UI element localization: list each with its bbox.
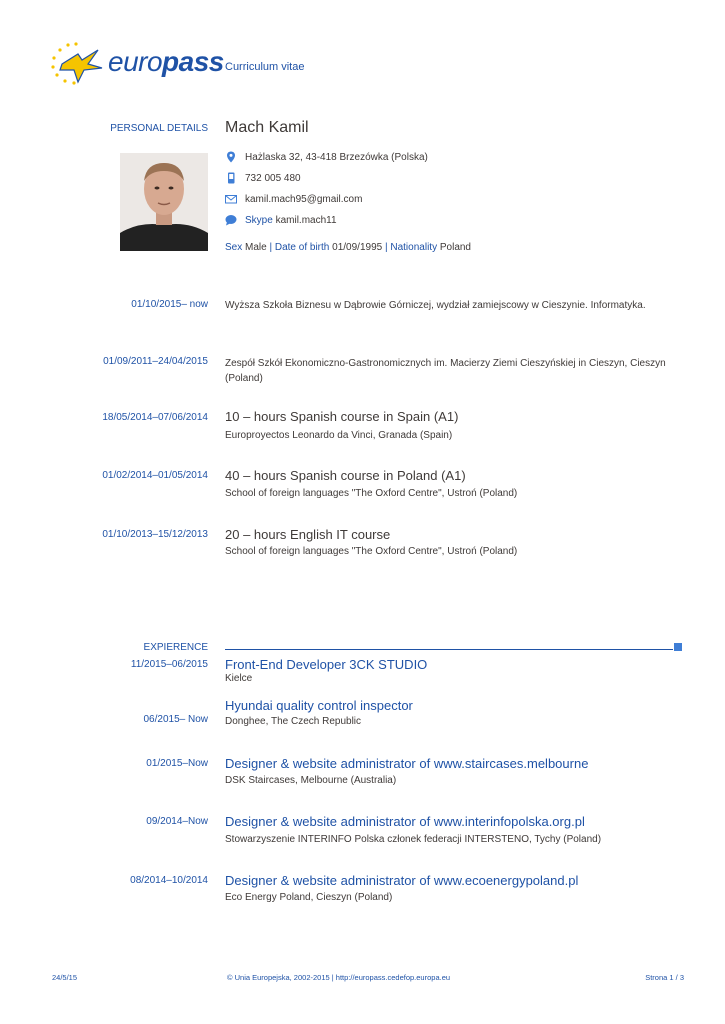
separator: | [384,242,388,253]
experience-label: EXPIERENCE [143,642,208,653]
exp-title: Hyundai quality control inspector [225,698,413,713]
dob-label: Date of birth [274,242,330,253]
skype-row [225,214,337,226]
person-name: Mach Kamil [225,119,309,136]
address-text: Hażlaska 32, 43-418 Brzezówka (Polska) [245,151,428,163]
exp-title: Designer & website administrator of www.ecoenergypoland.pl [225,873,579,888]
footer-page-number: Strona 1 / 3 [645,973,684,982]
location-icon [225,151,237,163]
edu-date: 01/02/2014–01/05/2014 [102,470,208,481]
profile-photo [120,153,208,251]
nationality-label: Nationality [390,242,438,253]
edu-title: 20 – hours English IT course [225,527,391,542]
separator: | [269,242,273,253]
exp-date: 09/2014–Now [146,816,208,827]
exp-date: 08/2014–10/2014 [130,875,208,886]
exp-detail: Stowarzyszenie INTERINFO Polska członek federacji INTERSTENO, Tychy (Poland) [225,834,602,845]
edu-detail: School of foreign languages "The Oxford Centre", Ustroń (Poland) [225,488,518,499]
phone-row [225,172,301,184]
section-marker [674,643,682,651]
personal-facts [225,242,471,253]
nationality-value: Poland [439,242,471,253]
europass-logo [48,40,224,88]
sex-label: Sex [225,242,243,253]
exp-title: Designer & website administrator of www.interinfopolska.org.pl [225,814,585,829]
skype-label: Skype [245,214,273,226]
edu-title: 40 – hours Spanish course in Poland (A1) [225,468,466,483]
exp-detail: DSK Staircases, Melbourne (Australia) [225,775,397,786]
edu-detail: Zespół Szkół Ekonomiczno-Gastronomicznych im. Macierzy Ziemi Cieszyńskiej in Cieszyn, Cieszyn (Poland) [225,358,666,384]
exp-title: Front-End Developer 3CK STUDIO [225,657,428,672]
email-icon [225,193,237,205]
europass-wordmark: europass [108,46,224,77]
edu-date: 01/10/2015– now [131,299,208,310]
edu-detail: School of foreign languages "The Oxford Centre", Ustroń (Poland) [225,546,518,557]
exp-date: 01/2015–Now [146,758,208,769]
exp-date: 11/2015–06/2015 [130,659,208,670]
doc-title: Curriculum vitae [225,61,305,73]
sex-value: Male [245,242,267,253]
dob-value: 01/09/1995 [332,242,383,253]
exp-title: Designer & website administrator of www.staircases.melbourne [225,756,589,771]
skype-value: kamil.mach11 [275,214,337,226]
edu-date: 01/10/2013–15/12/2013 [102,529,208,540]
edu-detail: Europroyectos Leonardo da Vinci, Granada (Spain) [225,430,453,441]
section-divider [225,649,673,650]
chat-icon [225,214,237,226]
edu-date: 18/05/2014–07/06/2014 [102,412,208,423]
address-row [225,151,428,163]
exp-detail: Donghee, The Czech Republic [225,716,362,727]
footer-date: 24/5/15 [52,973,78,982]
exp-detail: Kielce [225,673,253,684]
exp-date: 06/2015– Now [143,714,208,725]
phone-text: 732 005 480 [245,172,301,184]
email-link[interactable]: kamil.mach95@gmail.com [245,193,363,205]
mobile-phone-icon [225,172,237,184]
exp-detail: Eco Energy Poland, Cieszyn (Poland) [225,892,393,903]
edu-date: 01/09/2011–24/04/2015 [103,356,208,367]
email-row [225,193,362,205]
personal-details-label: PERSONAL DETAILS [110,123,208,134]
edu-title: 10 – hours Spanish course in Spain (A1) [225,409,459,424]
edu-detail: Wyższa Szkoła Biznesu w Dąbrowie Górniczej, wydział zamiejscowy w Cieszynie. Informatyka. [225,300,646,311]
footer-copyright[interactable]: © Unia Europejska, 2002-2015 | http://europass.cedefop.europa.eu [227,973,451,982]
